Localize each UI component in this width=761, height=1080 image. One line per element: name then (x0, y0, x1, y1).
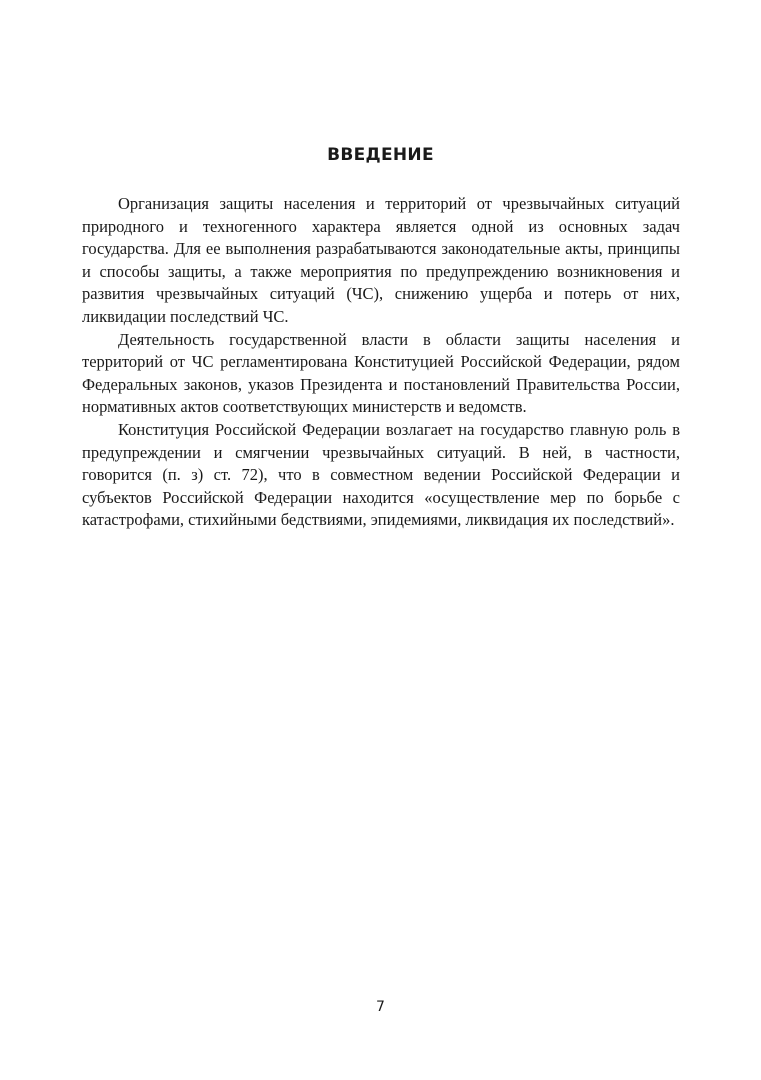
section-heading: ВВЕДЕНИЕ (327, 145, 434, 165)
paragraph-2: Деятельность государственной власти в области защиты населения и территорий от ЧС регламентирована Конституцией Российской Федерации, рядом Федеральных законов, указов Президента и постановлений Правительства России, нормативных актов соответствующих министерств и ведомств. (82, 329, 680, 417)
paragraph-1: Организация защиты населения и территорий от чрезвычайных ситуаций природного и техногенного характера является одной из основных задач государства. Для ее выполнения разрабатываются законодательные акты, принципы и способы защиты, а также мероприятия по предупреждению возникновения и развития чрезвычайных ситуаций (ЧС), снижению ущерба и потерь от них, ликвидации последствий ЧС. (82, 194, 680, 326)
page-number: 7 (376, 999, 385, 1015)
body-text (82, 193, 680, 532)
paragraph-3: Конституция Российской Федерации возлагает на государство главную роль в предупреждении и смягчении чрезвычайных ситуаций. В ней, в частности, говорится (п. з) ст. 72), что в совместном ведении Российской Федерации и субъектов Российской Федерации находится «осуществление мер по борьбе с катастрофами, стихийными бедствиями, эпидемиями, ликвидация их последствий». (82, 419, 680, 530)
